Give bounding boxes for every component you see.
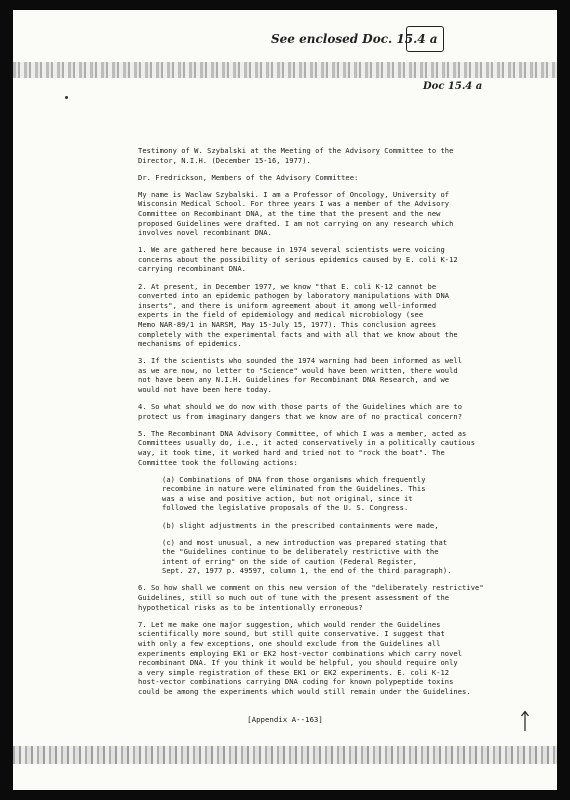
text-line: intent of erring" on the side of caution (Federal Register,	[162, 556, 417, 566]
text-line: 3. If the scientists who sounded the 1974 warning had been informed as well	[138, 356, 463, 366]
paragraph-intro	[138, 190, 496, 238]
text-line: experiments employing EK1 or EK2 host-vector combinations which carry novel	[138, 648, 463, 658]
arrow-up-icon	[520, 710, 530, 732]
text-line: 7. Let me make one major suggestion, which would render the Guidelines	[138, 619, 441, 629]
text-line: involves novel recombinant DNA.	[138, 228, 272, 238]
handwritten-note-top	[271, 32, 438, 46]
text-line: 4. So what should we do now with those parts of the Guidelines which are to	[138, 402, 463, 412]
text-line: was a wise and positive action, but not original, since it	[162, 493, 413, 503]
text-line: 1. We are gathered here because in 1974 several scientists were voicing	[138, 245, 445, 255]
text-line: the "Guidelines continue to be deliberately restrictive with the	[162, 547, 439, 557]
paragraph-6	[138, 583, 496, 612]
text-line: hypothetical risks as to be intentionally erroneous?	[138, 602, 363, 612]
text-line: Guidelines, still so much out of tune with the present assessment of the	[138, 593, 450, 603]
text-line: inserts", and there is uniform agreement about it among well-informed	[138, 300, 437, 310]
text-line: could be among the experiments which would still remain under the Guidelines.	[138, 686, 471, 696]
paragraph-3	[138, 356, 496, 394]
text-line: Committee on Recombinant DNA, at the time that the present and the new	[138, 208, 441, 218]
text-line: (c) and most unusual, a new introduction was prepared stating that	[162, 537, 448, 547]
text-line: Committees usually do, i.e., it acted conservatively in a politically cautious	[138, 438, 476, 448]
handwritten-note-text: See enclosed Doc. 15.4 a	[271, 32, 438, 46]
text-line: My name is Waclaw Szybalski. I am a Professor of Oncology, University of	[138, 189, 450, 199]
text-line: (a) Combinations of DNA from those organisms which frequently	[162, 474, 426, 484]
text-line: as we are now, no letter to "Science" would have been written, there would	[138, 365, 458, 375]
text-line: way, it took time, it worked hard and tried not to "rock the boat". The	[138, 447, 445, 457]
page-footer: [Appendix A--163]	[247, 715, 323, 724]
text-line: carrying recombinant DNA.	[138, 264, 247, 274]
document-page	[13, 10, 557, 790]
paragraph-2	[138, 282, 496, 349]
handwritten-doc-ref: Doc 15.4 a	[423, 81, 483, 92]
text-line: concerns about the possibility of serious epidemics caused by E. coli K-12	[138, 254, 458, 264]
handwritten-box	[406, 26, 444, 52]
text-line: Memo NAR-89/1 in NARSM, May 15-July 15, 1977). This conclusion agrees	[138, 319, 437, 329]
text-line: would not have been here today.	[138, 384, 272, 394]
text-line: recombine in nature were eliminated from the Guidelines. This	[162, 484, 426, 494]
scan-artifact-top	[13, 62, 557, 78]
sub-item-c	[138, 538, 496, 576]
salutation: Dr. Fredrickson, Members of the Advisory Committee:	[138, 172, 359, 182]
paragraph-4	[138, 402, 496, 421]
text-line: Wisconsin Medical School. For three years I was a member of the Advisory	[138, 199, 450, 209]
text-line: 2. At present, in December 1977, we know "that E. coli K-12 cannot be	[138, 281, 437, 291]
paragraph-5	[138, 429, 496, 467]
text-line: scientifically more sound, but still quite conservative. I suggest that	[138, 629, 445, 639]
ink-mark	[65, 96, 68, 99]
text-line: host-vector combinations carrying DNA coding for known polypeptide toxins	[138, 677, 454, 687]
title-line: Testimony of W. Szybalski at the Meeting of the Advisory Committee to the	[138, 146, 454, 155]
document-body	[138, 146, 496, 697]
text-line: not have been any N.I.H. Guidelines for Recombinant DNA Research, and we	[138, 375, 450, 385]
text-line: Committee took the following actions:	[138, 457, 298, 467]
text-line: followed the legislative proposals of the U. S. Congress.	[162, 503, 409, 513]
text-line: Sept. 27, 1977 p. 49597, column 1, the end of the third paragraph).	[162, 566, 452, 576]
text-line: 6. So how shall we comment on this new version of the "deliberately restrictive"	[138, 583, 484, 593]
title-line: Director, N.I.H. (December 15-16, 1977).	[138, 155, 311, 165]
text-line: proposed Guidelines were drafted. I am not carrying on any research which	[138, 218, 454, 228]
text-line: converted into an epidemic pathogen by laboratory manipulations with DNA	[138, 291, 450, 301]
text-line: with only a few exceptions, one should exclude from the Guidelines all	[138, 638, 441, 648]
paragraph-7	[138, 620, 496, 697]
text-line: recombinant DNA. If you think it would be helpful, you should require only	[138, 658, 458, 668]
text-line: a very simple registration of these EK1 or EK2 experiments. E. coli K-12	[138, 667, 450, 677]
sub-item-b	[138, 521, 496, 531]
paragraph-1	[138, 245, 496, 274]
text-line: protect us from imaginary dangers that we know are of no practical concern?	[138, 411, 463, 421]
text-line: (b) slight adjustments in the prescribed containments were made,	[162, 520, 439, 530]
text-line: 5. The Recombinant DNA Advisory Committee, of which I was a member, acted as	[138, 428, 467, 438]
text-line: completely with the experimental facts and with all that we know about the	[138, 329, 458, 339]
sub-item-a	[138, 475, 496, 513]
text-line: mechanisms of epidemics.	[138, 339, 242, 349]
scan-artifact-bottom	[13, 746, 557, 764]
text-line: experts in the field of epidemiology and medical microbiology (see	[138, 310, 424, 320]
